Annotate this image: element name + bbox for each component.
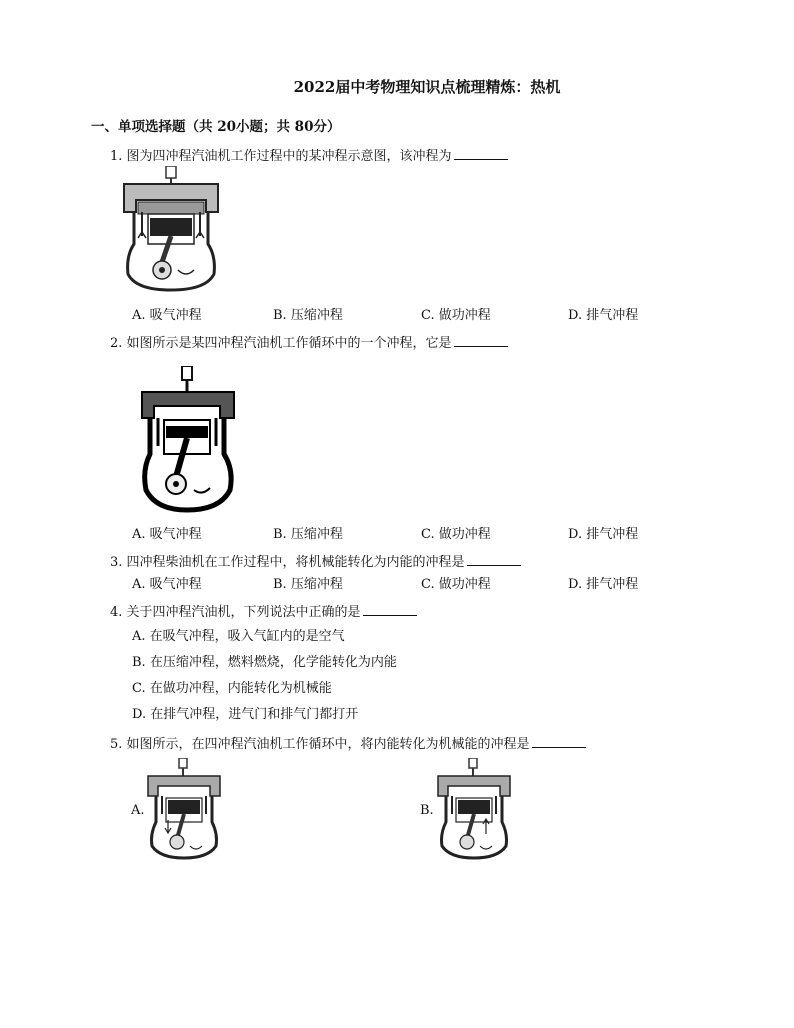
question-4-stem: 4. 关于四冲程汽油机，下列说法中正确的是 bbox=[110, 601, 417, 620]
answer-blank[interactable] bbox=[532, 735, 586, 748]
question-2-stem: 2. 如图所示是某四冲程汽油机工作循环中的一个冲程，它是 bbox=[110, 332, 508, 351]
option-b[interactable]: B. 压缩冲程 bbox=[273, 527, 343, 542]
question-1-stem: 1. 图为四冲程汽油机工作过程中的某冲程示意图，该冲程为 bbox=[110, 145, 508, 164]
answer-blank[interactable] bbox=[454, 147, 508, 160]
answer-blank[interactable] bbox=[467, 553, 521, 566]
option-a[interactable]: A. 吸气冲程 bbox=[132, 577, 202, 592]
option-b[interactable]: B. 压缩冲程 bbox=[273, 577, 343, 592]
answer-blank[interactable] bbox=[454, 334, 508, 347]
option-d[interactable]: D. 排气冲程 bbox=[568, 308, 639, 323]
question-3-options bbox=[132, 573, 652, 591]
engine-diagram-2 bbox=[140, 366, 236, 514]
option-c[interactable]: C. 在做功冲程，内能转化为机械能 bbox=[132, 681, 332, 696]
option-b[interactable]: B. 压缩冲程 bbox=[273, 308, 343, 323]
option-c[interactable]: C. 做功冲程 bbox=[421, 308, 491, 323]
page-title: 2022届中考物理知识点梳理精炼：热机 bbox=[293, 78, 561, 96]
engine-diagram-1 bbox=[122, 166, 220, 294]
option-c[interactable]: C. 做功冲程 bbox=[421, 577, 491, 592]
section-heading: 一、单项选择题（共 20小题；共 80分） bbox=[91, 119, 341, 135]
option-d[interactable]: D. 排气冲程 bbox=[568, 527, 639, 542]
option-a[interactable]: A. 吸气冲程 bbox=[132, 308, 202, 323]
option-d[interactable]: D. 排气冲程 bbox=[568, 577, 639, 592]
option-b[interactable]: B. 在压缩冲程，燃料燃烧，化学能转化为内能 bbox=[132, 655, 397, 670]
question-5-stem: 5. 如图所示，在四冲程汽油机工作循环中，将内能转化为机械能的冲程是 bbox=[110, 733, 586, 752]
option-a[interactable]: A. 在吸气冲程，吸入气缸内的是空气 bbox=[132, 629, 345, 644]
option-a[interactable]: A. 吸气冲程 bbox=[132, 527, 202, 542]
option-b[interactable]: B. bbox=[420, 803, 434, 818]
engine-diagram-5b[interactable] bbox=[436, 758, 512, 862]
engine-diagram-5a[interactable] bbox=[146, 758, 222, 862]
question-1-options bbox=[132, 304, 652, 322]
answer-blank[interactable] bbox=[363, 603, 417, 616]
option-d[interactable]: D. 在排气冲程，进气门和排气门都打开 bbox=[132, 707, 359, 722]
question-2-options bbox=[132, 523, 652, 541]
option-c[interactable]: C. 做功冲程 bbox=[421, 527, 491, 542]
option-a[interactable]: A. bbox=[131, 803, 145, 818]
question-3-stem: 3. 四冲程柴油机在工作过程中，将机械能转化为内能的冲程是 bbox=[110, 551, 521, 570]
